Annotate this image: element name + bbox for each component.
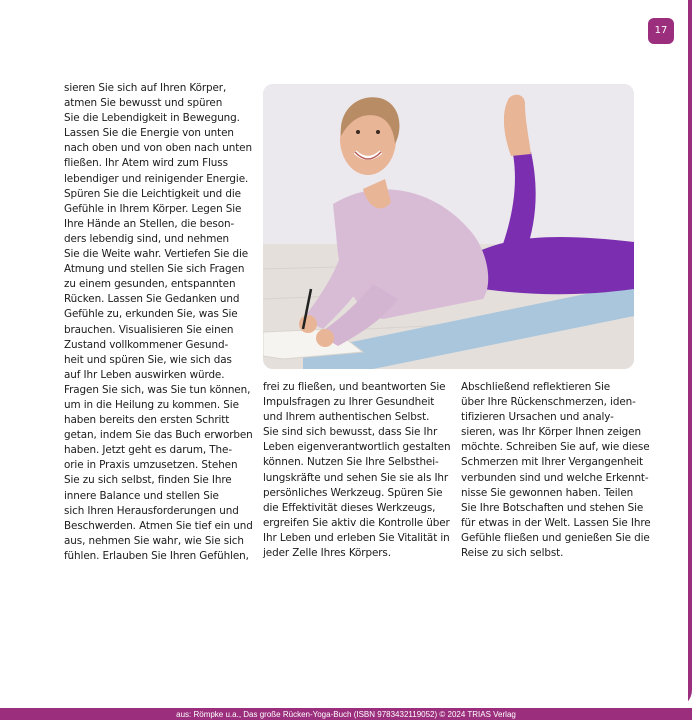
text-line: Lassen Sie die Energie von unten [64,127,234,140]
text-line: können. Nutzen Sie Ihre Selbsthei- [263,456,439,469]
text-line: Gefühle zu, erkunden Sie, was Sie [64,308,238,321]
page-number-badge: 17 [648,18,674,44]
text-line: sich Ihren Herausforderungen und [64,504,239,517]
text-line: lungskräfte und sehen Sie sie als Ihr [263,471,449,484]
text-line: Atmung und stellen Sie sich Fragen [64,263,245,276]
page-edge-accent [688,0,692,708]
text-line: um in die Heilung zu kommen. Sie [64,398,239,411]
text-line: Schmerzen mit Ihrer Vergangenheit [461,456,644,469]
text-line: innere Balance und stellen Sie [64,489,219,502]
text-line: ergreifen Sie aktiv die Kontrolle über [263,516,450,529]
text-line: Fragen Sie sich, was Sie tun können, [64,383,251,396]
text-line: Sie Ihre Botschaften und stehen Sie [461,501,644,514]
text-line: die Effektivität dieses Werkzeugs, [263,501,436,514]
text-line: Beschwerden. Atmen Sie tief ein und [64,519,253,532]
text-line: fühlen. Erlauben Sie Ihren Gefühlen, [64,549,249,562]
text-line: Sie die Lebendigkeit in Bewegung. [64,112,240,125]
text-line: Leben eigenverantwortlich gestalten [263,441,451,454]
text-line: jeder Zelle Ihres Körpers. [263,547,391,560]
footer-bar [0,708,692,720]
text-line: nisse Sie gewonnen haben. Teilen [461,486,634,499]
text-line: über Ihre Rückenschmerzen, iden- [461,396,636,409]
text-line: Reise zu sich selbst. [461,547,564,560]
text-line: Rücken. Lassen Sie Gedanken und [64,293,240,306]
text-line: verbunden sind und welche Erkennt- [461,471,649,484]
text-line: aus, nehmen Sie wahr, wie Sie sich [64,534,244,547]
text-line: Spüren Sie die Leichtigkeit und die [64,187,241,200]
text-line: orie in Praxis umzusetzen. Stehen [64,459,238,472]
text-line: nach oben und von oben nach unten [64,142,252,155]
text-line: möchte. Schreiben Sie auf, wie diese [461,441,650,454]
text-line: fließen. Ihr Atem wird zum Fluss [64,157,228,170]
text-line: Ihre Hände an Stellen, die beson- [64,217,235,230]
text-column-middle [263,380,451,561]
text-column-right [461,380,651,561]
text-line: haben. Jetzt geht es darum, The- [64,444,232,457]
text-line: Ihr Leben und erleben Sie Vitalität in [263,531,450,544]
text-line: Impulsfragen zu Ihrer Gesundheit [263,396,435,409]
text-line: Gefühle fließen und genießen Sie die [461,531,650,544]
text-line: frei zu fließen, und beantworten Sie [263,381,446,393]
text-line: sieren Sie sich auf Ihren Körper, [64,82,227,94]
yoga-photo [263,84,634,369]
text-line: Zustand vollkommener Gesund- [64,338,229,351]
text-line: heit und spüren Sie, wie sich das [64,353,232,366]
text-line: Gefühle in Ihrem Körper. Legen Sie [64,202,242,215]
text-line: persönliches Werkzeug. Spüren Sie [263,486,443,499]
text-line: Sie die Weite wahr. Vertiefen Sie die [64,248,249,261]
text-column-left [64,81,253,564]
text-line: für etwas in der Welt. Lassen Sie Ihre [461,516,651,529]
woman-lying-on-yoga-mat-illustration [263,84,634,369]
text-line: brauchen. Visualisieren Sie einen [64,323,234,336]
text-line: tifizieren Ursachen und analy- [461,411,614,424]
text-line: ders lebendig sind, und nehmen [64,232,230,245]
text-line: Sie zu sich selbst, finden Sie Ihre [64,474,232,487]
text-line: und Ihrem authentischen Selbst. [263,411,430,424]
footer-citation: aus: Römpke u.a., Das große Rücken-Yoga-Buch (ISBN 9783432119052) © 2024 TRIAS Verlag [176,710,516,719]
text-line: Abschließend reflektieren Sie [461,381,611,393]
text-line: atmen Sie bewusst und spüren [64,97,223,110]
text-line: Sie sind sich bewusst, dass Sie Ihr [263,426,438,439]
text-line: haben bereits den ersten Schritt [64,414,230,427]
text-line: getan, indem Sie das Buch erworben [64,429,253,442]
text-line: lebendiger und reinigender Energie. [64,172,249,185]
text-line: zu einem gesunden, entspannten [64,278,236,291]
text-line: auf Ihr Leben auswirken würde. [64,368,225,381]
text-line: sieren, was Ihr Körper Ihnen zeigen [461,426,641,439]
